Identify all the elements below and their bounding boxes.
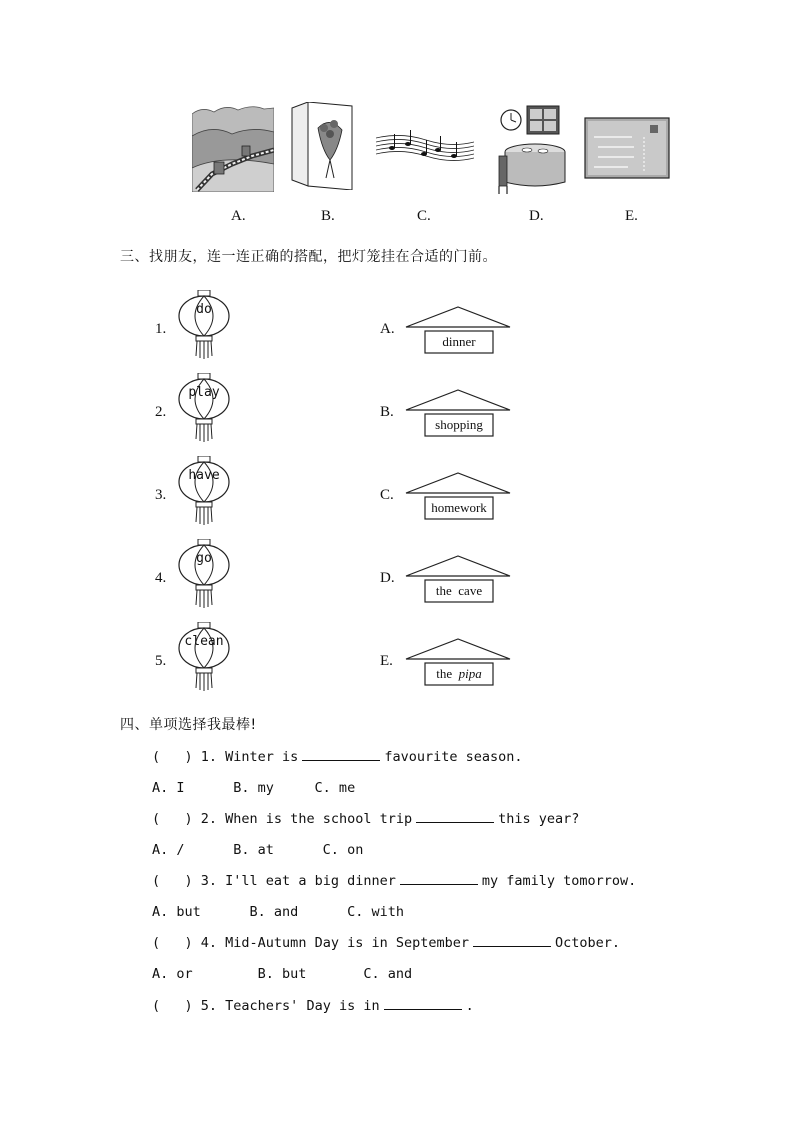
answer-blank[interactable]	[400, 872, 478, 885]
house-word-italic: pipa	[458, 666, 482, 681]
answer-paren[interactable]: ( )	[152, 749, 193, 765]
lantern-3[interactable]	[176, 456, 232, 528]
answer-paren[interactable]: ( )	[152, 935, 193, 951]
lantern-4[interactable]	[176, 539, 232, 611]
lantern-number: 2.	[155, 404, 167, 420]
question-text: 5. Teachers' Day is in	[200, 998, 380, 1014]
lantern-word: go	[196, 551, 212, 566]
answer-blank[interactable]	[473, 934, 551, 947]
section4-heading: 四、单项选择我最棒!	[120, 717, 257, 733]
dinner-table-clock-icon	[497, 104, 567, 194]
picture-label-c: C.	[417, 208, 431, 224]
picture-label-a: A.	[231, 208, 246, 224]
house-letter: D.	[380, 570, 395, 586]
house-d[interactable]	[404, 555, 512, 605]
house-word: dinner	[442, 334, 476, 349]
question-4	[152, 934, 620, 951]
postcard-icon	[584, 117, 670, 179]
picture-label-e: E.	[625, 208, 638, 224]
lantern-word: play	[188, 385, 220, 400]
lantern-icon	[176, 373, 232, 445]
question-text: 4. Mid-Autumn Day is in September	[200, 935, 469, 951]
question-3	[152, 872, 636, 889]
question-text: 3. I'll eat a big dinner	[200, 873, 396, 889]
picture-label-b: B.	[321, 208, 335, 224]
question-2	[152, 810, 579, 827]
house-letter: A.	[380, 321, 395, 337]
house-word: shopping	[435, 417, 483, 432]
lantern-icon	[176, 539, 232, 611]
lantern-number: 5.	[155, 653, 167, 669]
answer-paren[interactable]: ( )	[152, 873, 193, 889]
lantern-number: 3.	[155, 487, 167, 503]
house-a[interactable]	[404, 306, 512, 356]
question-text-after: my family tomorrow.	[481, 873, 637, 889]
house-word: the cave	[435, 583, 483, 598]
lantern-5[interactable]	[176, 622, 232, 694]
house-c[interactable]	[404, 472, 512, 522]
lantern-icon	[176, 290, 232, 362]
question-3-options: A. but B. and C. with	[152, 904, 404, 920]
answer-blank[interactable]	[384, 997, 462, 1010]
question-1-options: A. I B. my C. me	[152, 780, 356, 796]
answer-blank[interactable]	[416, 810, 494, 823]
house-word: homework	[431, 500, 487, 515]
house-letter: C.	[380, 487, 394, 503]
picture-label-d: D.	[529, 208, 544, 224]
house-letter: E.	[380, 653, 393, 669]
lantern-2[interactable]	[176, 373, 232, 445]
house-e[interactable]	[404, 638, 512, 688]
question-text-after: this year?	[498, 811, 580, 827]
question-1	[152, 748, 523, 765]
house-word-prefix: the	[436, 666, 453, 681]
question-text-after: favourite season.	[384, 749, 523, 765]
lantern-word: clean	[184, 634, 224, 649]
question-text: 2. When is the school trip	[200, 811, 413, 827]
question-text-after: .	[465, 998, 474, 1014]
music-notes-icon	[376, 128, 474, 168]
answer-paren[interactable]: ( )	[152, 811, 193, 827]
lantern-number: 4.	[155, 570, 167, 586]
section3-heading: 三、找朋友，连一连正确的搭配，把灯笼挂在合适的门前。	[120, 249, 497, 265]
question-text-after: October.	[555, 935, 621, 951]
question-4-options: A. or B. but C. and	[152, 966, 413, 982]
question-5	[152, 997, 474, 1014]
lantern-icon	[176, 456, 232, 528]
house-letter: B.	[380, 404, 394, 420]
lantern-word: have	[188, 468, 220, 483]
answer-blank[interactable]	[302, 748, 380, 761]
lantern-1[interactable]	[176, 290, 232, 362]
house-word	[425, 664, 493, 684]
lantern-number: 1.	[155, 321, 167, 337]
answer-paren[interactable]: ( )	[152, 998, 193, 1014]
question-text: 1. Winter is	[200, 749, 299, 765]
great-wall-icon	[192, 104, 274, 192]
card-with-flowers-icon	[290, 102, 356, 190]
lantern-word: do	[196, 302, 212, 317]
house-b[interactable]	[404, 389, 512, 439]
lantern-icon	[176, 622, 232, 694]
question-2-options: A. / B. at C. on	[152, 842, 364, 858]
